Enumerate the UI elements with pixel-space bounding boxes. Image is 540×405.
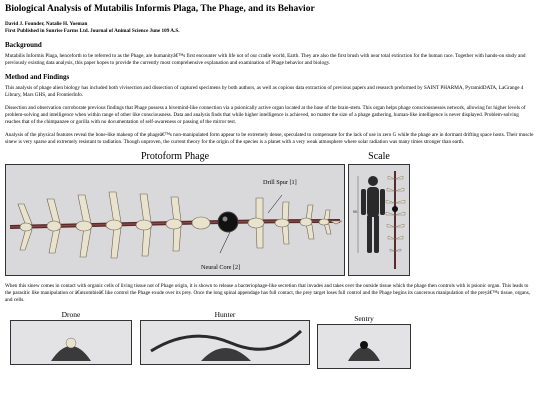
neural-core-label: Neural Core [2] (201, 264, 241, 272)
authors: David J. Founder, Natalie H. Yoeman (5, 20, 88, 27)
protoform-title: Protoform Phage (140, 151, 210, 163)
methods-paragraph-2: Dissection and observation corroborate previous findings that Phage possess a hivemind-like connection via a psionically active organ located at the base of the brain-stem. This organ helps phage consciousnesses network, allowing for higher levels of problem-solving and intelligence when within range of other like consciousness. Data and analysis finds that while higher intelligence is achieved, no matter the size of a phage gathering, human-like intelligence is never displayed. Problem-solving reaches that of the chimpanzee or gorilla with no documentation of self-awareness or passing of the mirror test. (5, 105, 526, 125)
drone-title: Drone (61, 310, 81, 320)
paper-title: Biological Analysis of Mutabilis Informis Plaga, The Phage, and its Behavior (5, 4, 315, 14)
background-heading: Background (5, 40, 42, 49)
background-paragraph: Mutabilis Informis Plaga, henceforth to be referred to as the Phage, are humanityâ€™s first encounter with life not of our cradle world, Earth. They are also the first brush with near total extinction for the human race. Together with hands-on study and previously existing data analysis, this paper hopes to provide the currently most comprehensive explanation and examination of Phage behavior and biology. (5, 53, 526, 67)
hunter-panel (140, 310, 310, 360)
sentry-illustration-box (317, 324, 411, 369)
scale-panel (348, 151, 410, 279)
hunter-title: Hunter (214, 310, 236, 320)
sentry-panel (317, 310, 411, 360)
drone-illustration (11, 321, 131, 361)
methods-paragraph-1: This analysis of phage alien biology has included both vivisection and dissection of captured specimens by both authors, as well as copious data extraction of previous papers and research preformed by SAINT PHARMA, PyramidDATA, LaGrange 4 Library, Mars GHS, and FrontierInfo. (5, 85, 524, 99)
methods-paragraph-3: Analysis of the physical features reveal the bone-like makeup of the phageâ€™s non-manipulated form appear to be extremely dense, speculated to compensate for the lack of use in zero G while the phage are in dormant drifting space hosts. Their muscle sinew is very sparse and extremely resistant to radiation. Though unproven, the current theory for the origin of the species is a planet with a very weak atmosphere where solar radiation was many times stronger than earth. (5, 131, 534, 145)
neural-core-icon (218, 212, 238, 232)
protoform-panel (5, 151, 345, 279)
author-block (5, 21, 535, 35)
scale-illustration-box (348, 164, 410, 276)
scale-illustration (349, 165, 409, 275)
drill-spur-label: Drill Spur [1] (263, 179, 297, 187)
hunter-illustration-box (140, 320, 310, 365)
drone-illustration-box (10, 320, 132, 365)
phage-forms-row (5, 310, 535, 360)
publication-line: First Published in Sunrise Farms Ltd. Journal of Animal Science June 109 A.S. (5, 27, 180, 34)
scale-title: Scale (368, 151, 390, 163)
hunter-illustration (141, 321, 309, 361)
scale-height-text: 6ft (353, 209, 358, 215)
human-figure-icon (361, 176, 385, 253)
drone-panel (10, 310, 132, 360)
after-figure-paragraph: When this sinew comes in contact with organic cells of living tissue not of Phage origin, it is shown to release a bacteriophage-like secretion that invades and takes over the outside tissue which the phage then controls with is psionic organ. This leads to the parasitic like manipulation or â€œzombieâ€ like control the Phage exude over its prey. Once the long spinal appendage has full contact, the prey target loses full control and the Phage begins its cancerous manipulation of the preyâ€™s tissue, organs, and cells. (5, 283, 531, 304)
sentry-title: Sentry (354, 314, 374, 324)
sentry-illustration (318, 325, 410, 361)
phage-figure (5, 151, 535, 279)
methods-heading: Method and Findings (5, 73, 70, 82)
